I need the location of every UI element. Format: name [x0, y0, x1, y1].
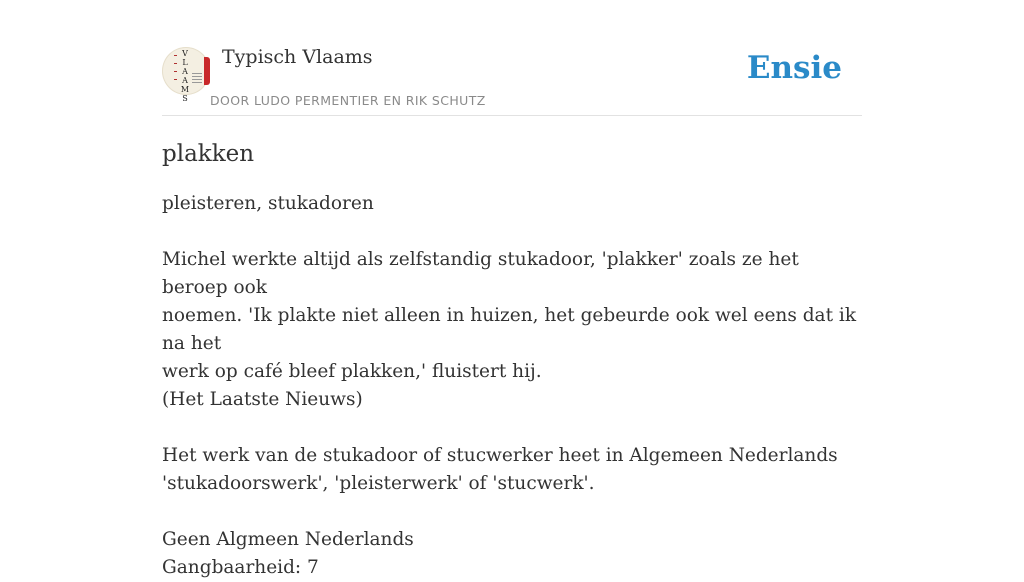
site-authors: DOOR LUDO PERMENTIER EN RIK SCHUTZ — [210, 93, 486, 108]
entry-content — [162, 138, 862, 582]
site-header — [162, 0, 862, 116]
entry-body — [162, 190, 862, 582]
example-line: werk op café bleef plakken,' fluistert hij. — [162, 361, 542, 382]
logo-red-edge — [204, 57, 210, 85]
brand-logo-link[interactable]: Ensie — [746, 50, 842, 86]
logo-letter: M — [180, 85, 190, 94]
logo-letter: S — [182, 94, 188, 103]
site-title[interactable]: Typisch Vlaams — [222, 46, 373, 68]
example-source: (Het Laatste Nieuws) — [162, 389, 363, 410]
note-line: 'stukadoorswerk', 'pleisterwerk' of 'stucwerk'. — [162, 473, 595, 494]
logo-tick — [174, 79, 177, 80]
category-text: Gangbaarheid: 7 — [162, 557, 319, 578]
logo-letter: V — [182, 49, 188, 58]
logo-tick — [174, 55, 177, 56]
entry-title: plakken — [162, 141, 255, 167]
logo-tick — [174, 63, 177, 64]
logo-tick — [174, 71, 177, 72]
logo-lines — [192, 73, 202, 85]
note-line: Het werk van de stukadoor of stucwerker heet in Algemeen Nederlands — [162, 445, 838, 466]
logo-letter: A — [182, 76, 188, 85]
logo-letter: A — [182, 67, 188, 76]
example-line: noemen. 'Ik plakte niet alleen in huizen, het gebeurde ook wel eens dat ik na het — [162, 305, 857, 354]
logo-letters — [179, 49, 191, 103]
example-line: Michel werkte altijd als zelfstandig stukadoor, 'plakker' zoals ze het beroep ook — [162, 249, 799, 298]
site-logo-icon[interactable] — [162, 47, 210, 103]
definition-text: pleisteren, stukadoren — [162, 193, 374, 214]
logo-letter: L — [182, 58, 188, 67]
status-text: Geen Algmeen Nederlands — [162, 529, 414, 550]
